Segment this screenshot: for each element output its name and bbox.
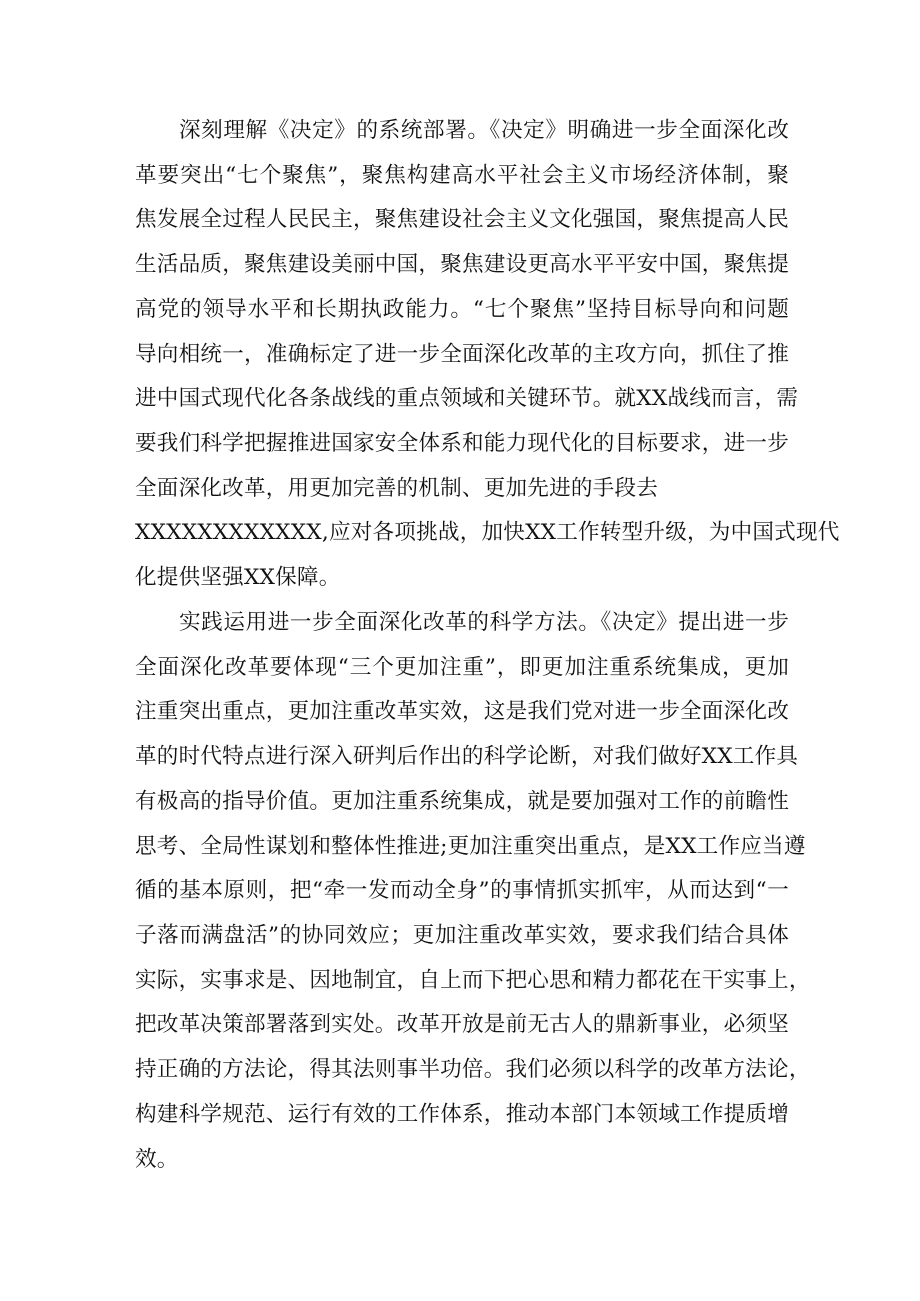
paragraph-line: 效。 — [135, 1146, 179, 1172]
paragraph-line: 导向相统一，准确标定了进一步全面深化改革的主攻方向，抓住了推 — [135, 341, 789, 367]
paragraph-line: 循的基本原则，把“牵一发而动全身”的事情抓实抓牢，从而达到“一 — [135, 878, 789, 904]
paragraph-line: 注重突出重点，更加注重改革实效，这是我们党对进一步全面深化改 — [135, 699, 789, 725]
paragraph-line: 生活品质，聚焦建设美丽中国，聚焦建设更高水平平安中国，聚焦提 — [135, 252, 789, 278]
paragraph-line: 实际，实事求是、因地制宜，自上而下把心思和精力都花在干实事上， — [135, 967, 811, 993]
paragraph-line: 全面深化改革，用更加完善的机制、更加先进的手段去 — [135, 475, 659, 501]
paragraph-scientific-method — [135, 601, 811, 1182]
paragraph-line: 进中国式现代化各条战线的重点领域和关键环节。就XX战线而言，需 — [135, 386, 799, 412]
paragraph-line: XXXXXXXXXXXX,应对各项挑战，加快XX工作转型升级，为中国式现代 — [135, 520, 840, 546]
paragraph-line: 持正确的方法论，得其法则事半功倍。我们必须以科学的改革方法论， — [135, 1057, 811, 1083]
paragraph-line: 把改革决策部署落到实处。改革开放是前无古人的鼎新事业，必须坚 — [135, 1012, 789, 1038]
paragraph-line: 构建科学规范、运行有效的工作体系，推动本部门本领域工作提质增 — [135, 1101, 789, 1127]
paragraph-line: 子落而满盘活”的协同效应；更加注重改革实效，要求我们结合具体 — [135, 923, 789, 949]
paragraph-line: 深刻理解《决定》的系统部署。《决定》明确进一步全面深化改 — [179, 118, 789, 143]
paragraph-system-deployment — [135, 109, 840, 601]
paragraph-line: 实践运用进一步全面深化改革的科学方法。《决定》提出进一步 — [179, 610, 789, 635]
paragraph-line: 焦发展全过程人民民主，聚焦建设社会主义文化强国，聚焦提高人民 — [135, 207, 789, 233]
paragraph-line: 革的时代特点进行深入研判后作出的科学论断，对我们做好XX工作具 — [135, 744, 799, 770]
paragraph-line: 化提供坚强XX保障。 — [135, 565, 341, 591]
paragraph-line: 要我们科学把握推进国家安全体系和能力现代化的目标要求，进一步 — [135, 431, 789, 457]
paragraph-line: 思考、全局性谋划和整体性推进;更加注重突出重点，是XX工作应当遵 — [135, 833, 806, 859]
paragraph-line: 高党的领导水平和长期执政能力。“七个聚焦”坚持目标导向和问题 — [135, 296, 789, 322]
paragraph-line: 全面深化改革要体现“三个更加注重”，即更加注重系统集成，更加 — [135, 654, 789, 680]
paragraph-line: 有极高的指导价值。更加注重系统集成，就是要加强对工作的前瞻性 — [135, 788, 789, 814]
paragraph-line: 革要突出“七个聚焦”，聚焦构建高水平社会主义市场经济体制，聚 — [135, 162, 789, 188]
